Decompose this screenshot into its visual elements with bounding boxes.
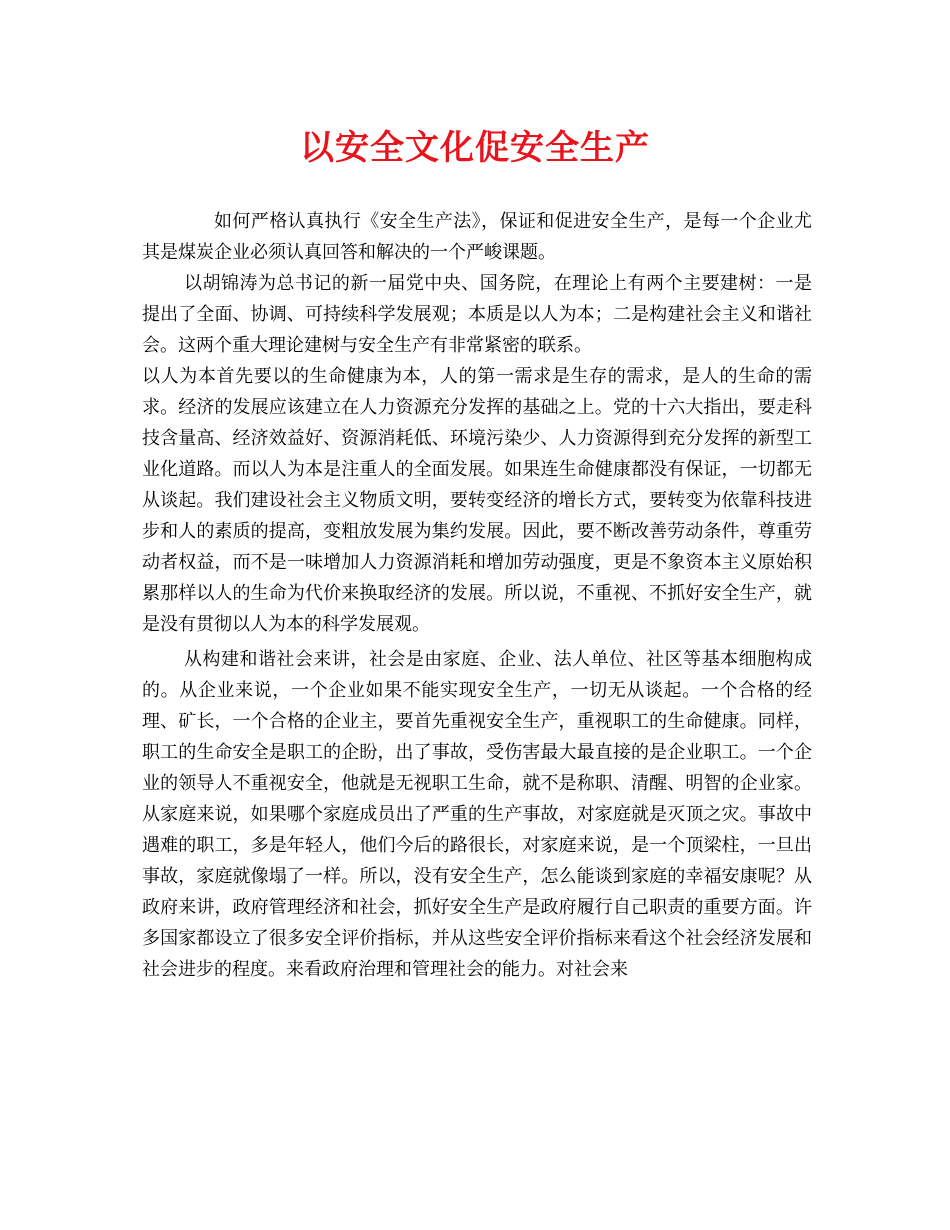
document-title: 以安全文化促安全生产	[300, 128, 650, 168]
paragraph-1: 如何严格认真执行《安全生产法》，保证和促进安全生产，是每一个企业尤其是煤炭企业必须认真回答和解决的一个严峻课题。	[142, 211, 812, 263]
paragraph-4: 从构建和谐社会来讲，社会是由家庭、企业、法人单位、社区等基本细胞构成的。从企业来说，一个企业如果不能实现安全生产，一切无从谈起。一个合格的经理、矿长，一个合格的企业主，要首先重视安全生产，重视职工的生命健康。同样，职工的生命安全是职工的企盼，出了事故，受伤害最大最直接的是企业职工。一个企业的领导人不重视安全，他就是无视职工生命，就不是称职、清醒、明智的企业家。从家庭来说，如果哪个家庭成员出了严重的生产事故，对家庭就是灭顶之灾。事故中遇难的职工，多是年轻人，他们今后的路很长，对家庭来说，是一个顶梁柱，一旦出事故，家庭就像塌了一样。所以，没有安全生产，怎么能谈到家庭的幸福安康呢？从政府来讲，政府管理经济和社会，抓好安全生产是政府履行自己职责的重要方面。许多国家都设立了很多安全评价指标，并从这些安全评价指标来看这个社会经济发展和社会进步的程度。来看政府治理和管理社会的能力。对社会来	[142, 649, 812, 980]
document-body	[142, 206, 812, 985]
paragraph-3: 以人为本首先要以的生命健康为本，人的第一需求是生存的需求，是人的生命的需求。经济的发展应该建立在人力资源充分发挥的基础之上。党的十六大指出，要走科技含量高、经济效益好、资源消耗低、环境污染少、人力资源得到充分发挥的新型工业化道路。而以人为本是注重人的全面发展。如果连生命健康都没有保证，一切都无从谈起。我们建设社会主义物质文明，要转变经济的增长方式，要转变为依靠科技进步和人的素质的提高，变粗放发展为集约发展。因此，要不断改善劳动条件，尊重劳动者权益，而不是一味增加人力资源消耗和增加劳动强度，更是不象资本主义原始积累那样以人的生命为代价来换取经济的发展。所以说，不重视、不抓好安全生产，就是没有贯彻以人为本的科学发展观。	[142, 366, 812, 635]
paragraph-2: 以胡锦涛为总书记的新一届党中央、国务院，在理论上有两个主要建树：一是提出了全面、协调、可持续科学发展观；本质是以人为本；二是构建社会主义和谐社会。这两个重大理论建树与安全生产有非常紧密的联系。	[142, 273, 812, 356]
